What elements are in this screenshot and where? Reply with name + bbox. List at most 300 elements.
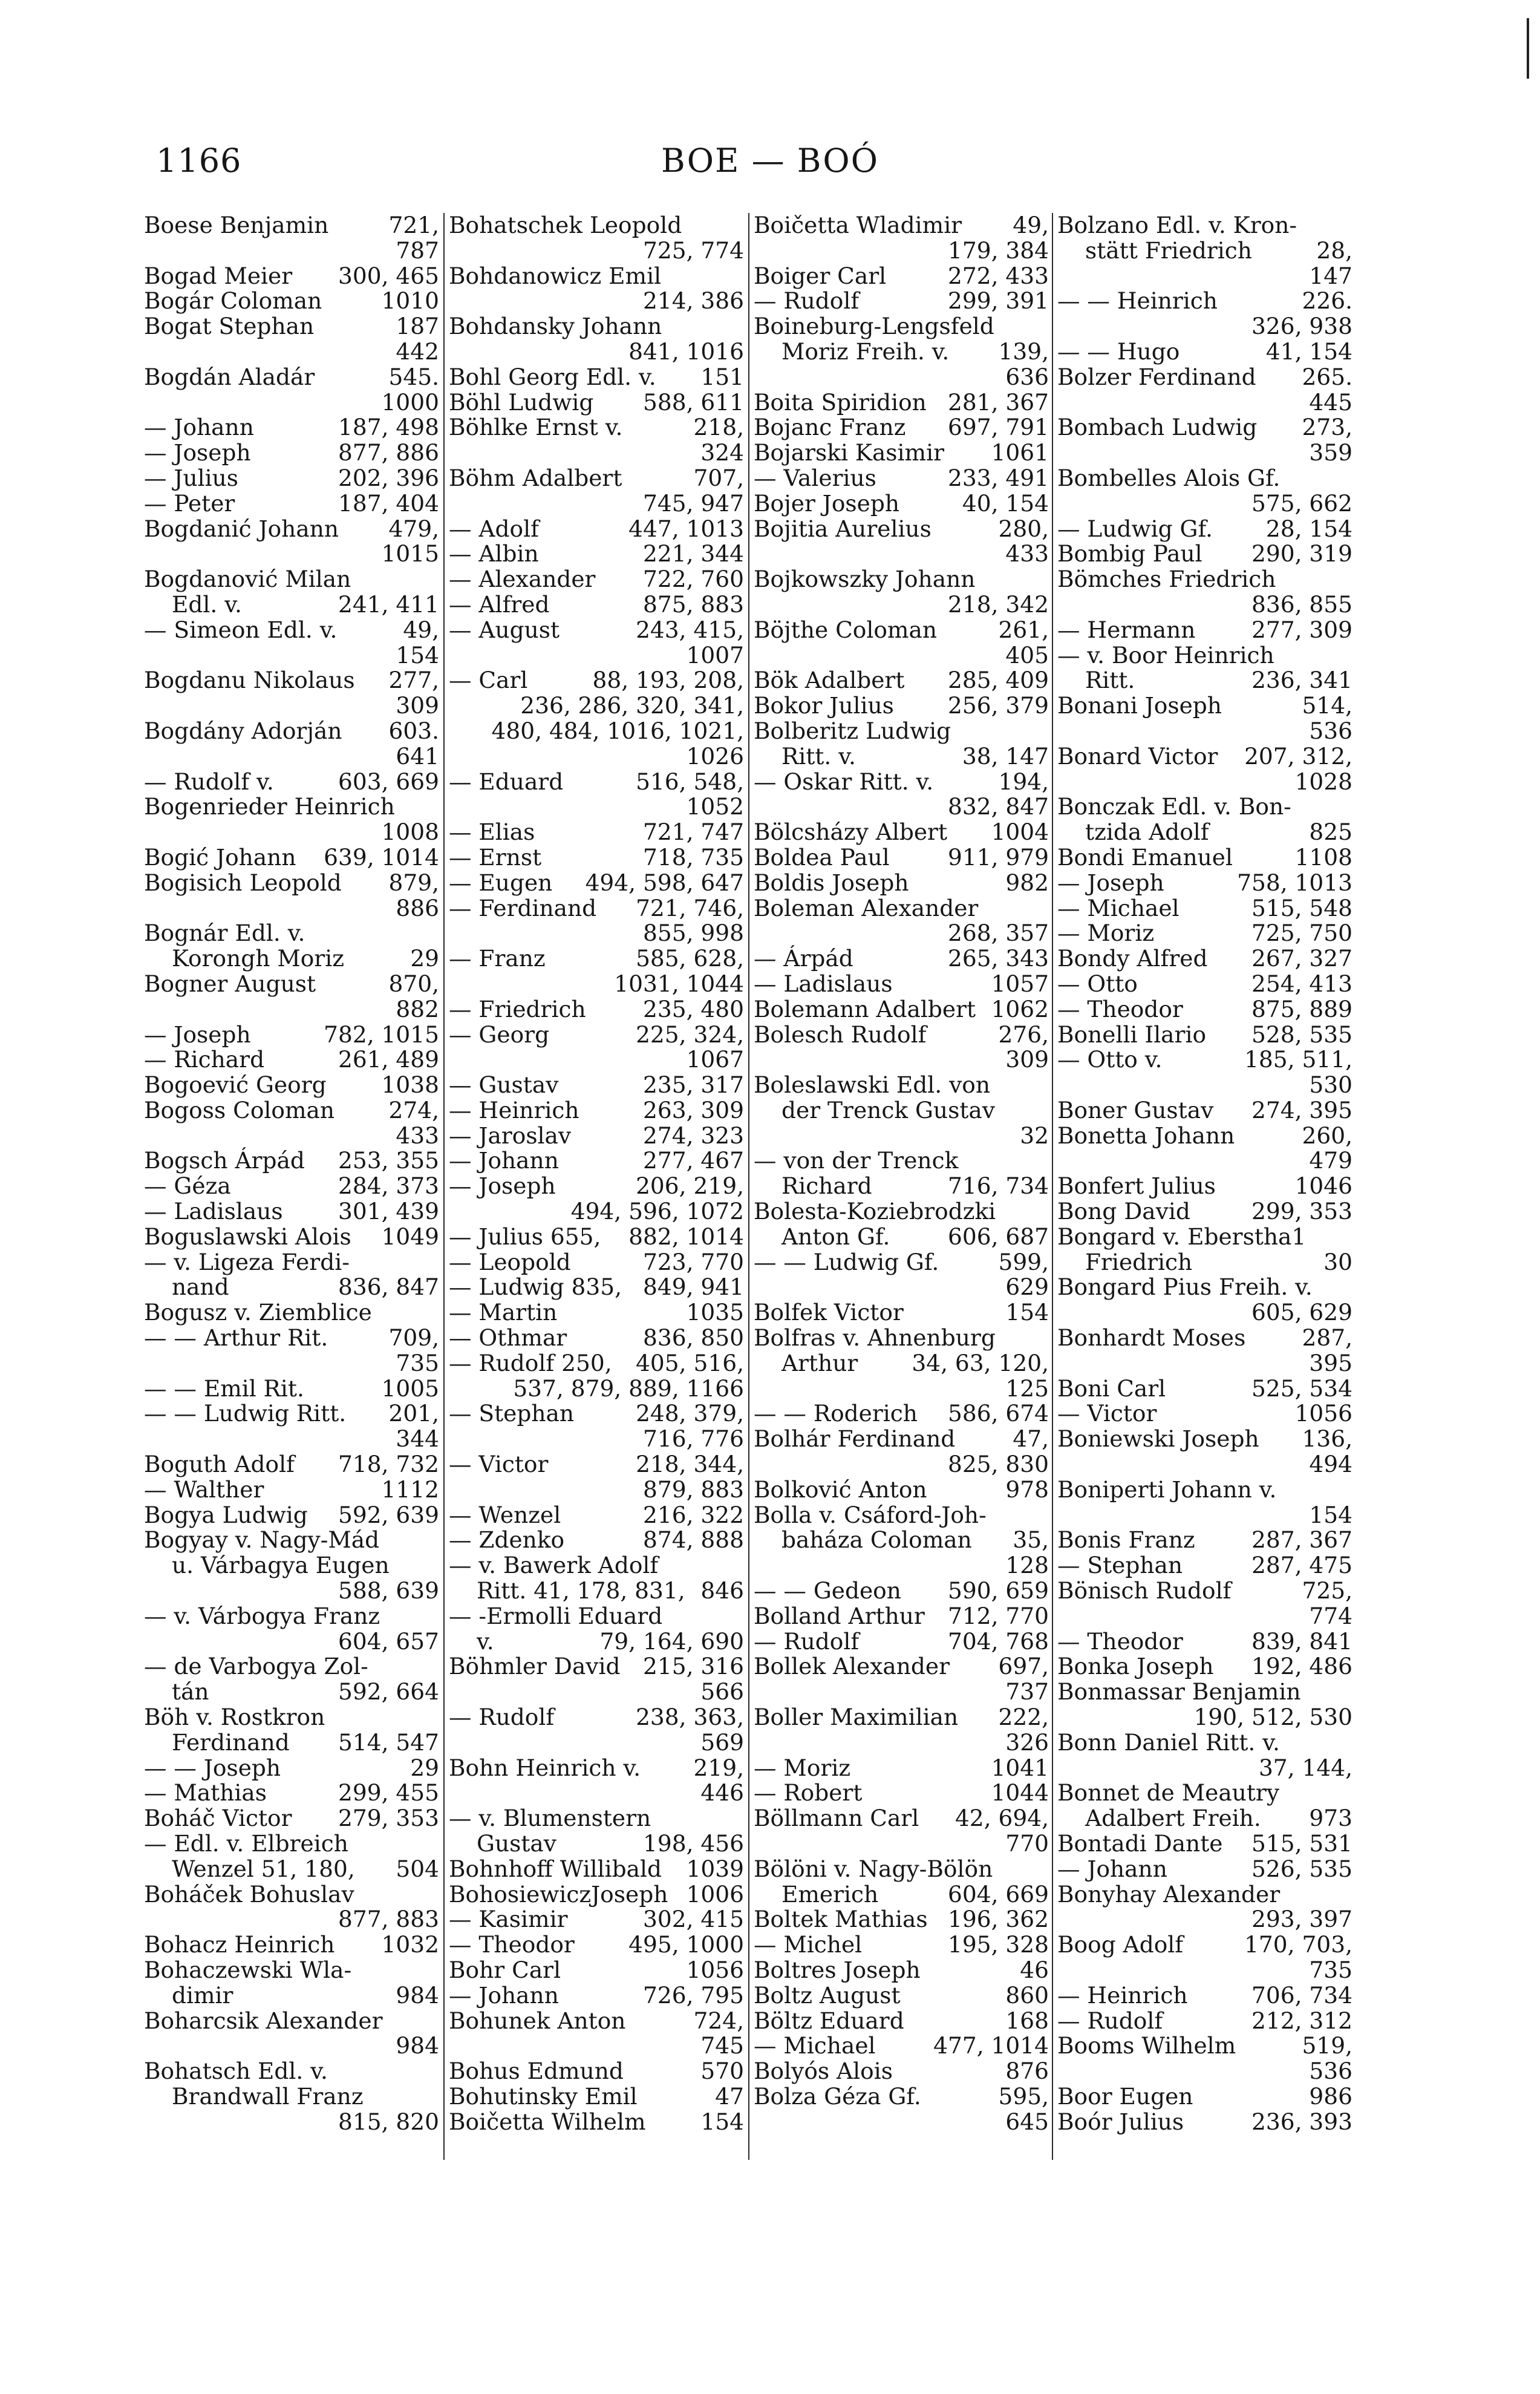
entry-page-refs: 569: [700, 1728, 744, 1756]
entry-name: Bohnhoff Willibald: [449, 1855, 662, 1882]
entry-name: — Valerius: [754, 464, 876, 491]
entry-name: — v. Blumenstern: [449, 1805, 651, 1832]
entry-name: Böhm Adalbert: [449, 464, 622, 491]
entry-page-refs: 236, 286, 320, 341,: [520, 692, 744, 719]
entry-page-refs: 212, 312: [1251, 2007, 1352, 2034]
index-entry: [144, 2059, 439, 2084]
entry-page-refs: 716, 776: [643, 1425, 744, 1453]
entry-page-refs: 147: [1309, 262, 1352, 289]
entry-name: Boleman Alexander: [754, 894, 979, 921]
entry-page-refs: 530: [1309, 1071, 1352, 1099]
entry-name: — Michael: [1057, 894, 1179, 921]
entry-page-refs: 302, 415: [643, 1906, 744, 1933]
entry-name: stätt Friedrich: [1085, 237, 1252, 264]
index-entry: [144, 289, 439, 314]
index-entry-continuation: [449, 794, 744, 820]
index-entry: [1057, 618, 1352, 643]
entry-name: Böjthe Coloman: [754, 616, 938, 643]
entry-name: Bohus Edmund: [449, 2058, 624, 2085]
index-entry-continuation: [754, 1452, 1049, 1477]
entry-page-refs: 28, 154: [1265, 515, 1352, 542]
index-entry-continuation: [449, 744, 744, 770]
entry-name: Boháček Bohuslav: [144, 1880, 354, 1908]
index-entry: [144, 1958, 439, 1983]
entry-name: Bogisich Leopold: [144, 869, 342, 896]
entry-name: Bonhardt Moses: [1057, 1324, 1246, 1352]
entry-name: Boguth Adolf: [144, 1451, 295, 1478]
index-entry: [144, 1250, 439, 1275]
index-entry-continuation: [144, 1907, 439, 1932]
entry-name: Boháč Victor: [144, 1805, 292, 1832]
entry-page-refs: 588, 611: [643, 388, 744, 416]
index-entry: [144, 719, 439, 744]
entry-page-refs: 599,: [998, 1248, 1049, 1275]
entry-page-refs: 277,: [388, 667, 439, 694]
entry-page-refs: 588, 639: [338, 1577, 439, 1604]
entry-name: Bogenrieder Heinrich: [144, 793, 395, 820]
index-entry-continuation: [1057, 1148, 1352, 1174]
entry-name: Gustav: [477, 1830, 556, 1857]
index-entry: [1057, 1654, 1352, 1679]
entry-page-refs: 525, 534: [1251, 1375, 1352, 1402]
index-entry: [1057, 972, 1352, 997]
index-entry: [144, 1857, 439, 1882]
entry-name: Böhmler David: [449, 1653, 621, 1680]
entry-page-refs: 201,: [388, 1400, 439, 1427]
index-entry: [1057, 1022, 1352, 1048]
index-entry: [754, 1427, 1049, 1452]
entry-name: — Julius 655,: [449, 1223, 601, 1250]
entry-name: dimir: [172, 1981, 233, 2009]
index-entry: [144, 1654, 439, 1679]
entry-page-refs: 984: [396, 1981, 439, 2009]
entry-page-refs: 34, 63, 120,: [912, 1349, 1049, 1376]
index-entry: [144, 1679, 439, 1705]
entry-name: Bojarski Kasimir: [754, 439, 945, 466]
index-entry: [1057, 289, 1352, 314]
entry-name: Anton Gf.: [781, 1223, 890, 1250]
entry-page-refs: 1032: [381, 1931, 439, 1958]
index-entry-continuation: [754, 643, 1049, 669]
index-entry: [1057, 1174, 1352, 1199]
index-entry: [754, 415, 1049, 440]
entry-page-refs: 185, 511,: [1244, 1046, 1352, 1073]
index-entry: [144, 567, 439, 592]
index-entry-continuation: [1057, 440, 1352, 466]
index-entry: [449, 1123, 744, 1149]
index-entry-continuation: [144, 820, 439, 845]
entry-page-refs: 256, 379: [948, 692, 1049, 719]
entry-page-refs: 299, 391: [948, 287, 1049, 315]
entry-name: Boldea Paul: [754, 843, 890, 871]
entry-name: — Albin: [449, 540, 539, 567]
entry-page-refs: 300, 465: [338, 262, 439, 289]
entry-page-refs: 41, 154: [1265, 338, 1352, 365]
entry-page-refs: 446: [700, 1779, 744, 1807]
entry-page-refs: 536: [1309, 717, 1352, 744]
entry-name: Ferdinand: [172, 1728, 290, 1756]
entry-name: Ritt. 41, 178, 831,: [477, 1577, 685, 1604]
entry-page-refs: 202, 396: [338, 464, 439, 491]
index-entry: [144, 871, 439, 896]
entry-name: — Ludwig 835,: [449, 1274, 622, 1301]
index-entry: [144, 365, 439, 390]
entry-page-refs: 29: [410, 1754, 439, 1781]
entry-page-refs: 704, 768: [948, 1627, 1049, 1655]
entry-name: — Otto: [1057, 970, 1138, 997]
entry-page-refs: 225, 324,: [636, 1021, 744, 1048]
entry-page-refs: 526, 535: [1251, 1855, 1352, 1882]
index-entry: [1057, 1326, 1352, 1351]
entry-page-refs: 293, 397: [1251, 1906, 1352, 1933]
entry-name: — Rudolf 250,: [449, 1349, 612, 1376]
entry-page-refs: 154: [396, 641, 439, 669]
entry-page-refs: 726, 795: [643, 1981, 744, 2009]
index-entry: [1057, 1629, 1352, 1655]
index-entry: [1057, 794, 1352, 820]
index-entry: [754, 1932, 1049, 1958]
entry-page-refs: 326: [1005, 1728, 1049, 1756]
entry-page-refs: 1057: [991, 970, 1049, 997]
entry-name: — Othmar: [449, 1324, 567, 1352]
index-entry: [449, 592, 744, 618]
index-entry: [449, 1401, 744, 1427]
entry-page-refs: 825: [1309, 819, 1352, 846]
entry-name: — Zdenko: [449, 1526, 565, 1554]
entry-page-refs: 718, 735: [643, 843, 744, 871]
index-entry: [1057, 744, 1352, 770]
index-entry: [754, 770, 1049, 795]
entry-page-refs: 592, 664: [338, 1678, 439, 1706]
entry-name: Bombig Paul: [1057, 540, 1202, 567]
index-entry: [449, 1857, 744, 1882]
entry-page-refs: 139,: [998, 338, 1049, 365]
index-entry: [1057, 1528, 1352, 1553]
entry-page-refs: 716, 734: [948, 1172, 1049, 1200]
index-entry: [449, 466, 744, 491]
entry-page-refs: 479,: [388, 515, 439, 542]
entry-page-refs: 268, 357: [948, 920, 1049, 947]
index-entry: [754, 1629, 1049, 1655]
entry-name: — August: [449, 616, 560, 643]
entry-name: Bogdanić Johann: [144, 515, 339, 542]
entry-page-refs: 494: [1309, 1451, 1352, 1478]
entry-page-refs: 195, 328: [948, 1931, 1049, 1958]
index-entry-continuation: [449, 1679, 744, 1705]
entry-page-refs: 737: [1005, 1678, 1049, 1706]
index-entry-continuation: [449, 972, 744, 997]
index-entry: [1057, 946, 1352, 972]
entry-name: — Carl: [449, 667, 528, 694]
index-entry: [1057, 1679, 1352, 1705]
entry-name: Bogoević Georg: [144, 1071, 327, 1099]
index-entry-continuation: [144, 643, 439, 669]
index-entry: [754, 390, 1049, 416]
index-entry-continuation: [449, 339, 744, 365]
index-entry: [1057, 1199, 1352, 1225]
index-entry: [144, 845, 439, 871]
index-entry: [754, 339, 1049, 365]
index-entry: [449, 2059, 744, 2084]
entry-name: Bohunek Anton: [449, 2007, 626, 2034]
entry-name: Moriz Freih. v.: [781, 338, 950, 365]
index-entry: [754, 1983, 1049, 2009]
entry-page-refs: 267, 327: [1251, 945, 1352, 972]
entry-name: — Alfred: [449, 590, 550, 618]
index-entry: [449, 541, 744, 567]
index-entry: [449, 314, 744, 339]
entry-page-refs: 836, 850: [643, 1324, 744, 1352]
index-entry: [754, 2009, 1049, 2034]
index-entry: [144, 213, 439, 238]
index-entry: [449, 415, 744, 440]
entry-name: — Ferdinand: [449, 894, 597, 921]
index-entry: [144, 1553, 439, 1578]
index-entry: [144, 1022, 439, 1048]
entry-page-refs: 1005: [381, 1375, 439, 1402]
entry-page-refs: 49,: [403, 616, 439, 643]
entry-page-refs: 261,: [998, 616, 1049, 643]
entry-page-refs: 170, 703,: [1244, 1931, 1352, 1958]
entry-name: Edl. v.: [172, 590, 242, 618]
entry-name: — Georg: [449, 1021, 550, 1048]
entry-page-refs: 479: [1309, 1147, 1352, 1174]
entry-name: Bogdány Adorján: [144, 717, 342, 744]
entry-page-refs: 344: [396, 1425, 439, 1453]
index-entry: [754, 1756, 1049, 1781]
entry-name: Bognár Edl. v.: [144, 920, 305, 947]
index-entry: [144, 618, 439, 643]
entry-name: BohosiewiczJoseph: [449, 1880, 668, 1908]
entry-page-refs: 876: [1005, 2058, 1049, 2085]
index-entry: [754, 2059, 1049, 2084]
index-entry: [1057, 693, 1352, 719]
index-entry-continuation: [144, 541, 439, 567]
entry-name: — — Ludwig Ritt.: [144, 1400, 347, 1427]
entry-name: u. Várbagya Eugen: [172, 1552, 390, 1579]
entry-page-refs: 1061: [991, 439, 1049, 466]
index-entry: [449, 770, 744, 795]
entry-page-refs: 281, 367: [948, 388, 1049, 416]
entry-page-refs: 832, 847: [948, 793, 1049, 820]
entry-name: Bölöni v. Nagy-Bölön: [754, 1855, 993, 1882]
entry-page-refs: 641: [396, 742, 439, 770]
entry-name: Bokor Julius: [754, 692, 894, 719]
entry-name: — — Emil Rit.: [144, 1375, 304, 1402]
index-entry: [754, 1654, 1049, 1679]
index-entry: [144, 1705, 439, 1730]
entry-page-refs: 243, 415,: [636, 616, 744, 643]
index-entry: [449, 1073, 744, 1098]
entry-page-refs: 986: [1309, 2082, 1352, 2110]
column-divider: [748, 213, 749, 2160]
index-entry: [449, 1983, 744, 2009]
entry-page-refs: 274, 323: [643, 1122, 744, 1149]
entry-name: — — Arthur Rit.: [144, 1324, 328, 1352]
entry-name: Boiger Carl: [754, 262, 887, 289]
index-entry: [1057, 1477, 1352, 1503]
index-entry-continuation: [1057, 719, 1352, 744]
entry-name: — Joseph: [144, 1021, 251, 1048]
index-entry-continuation: [754, 1275, 1049, 1300]
entry-page-refs: 770: [1005, 1830, 1049, 1857]
entry-page-refs: 712, 770: [948, 1602, 1049, 1629]
entry-page-refs: 37, 144,: [1258, 1754, 1352, 1781]
entry-page-refs: 604, 657: [338, 1627, 439, 1655]
index-entry: [144, 491, 439, 517]
index-entry: [144, 1882, 439, 1908]
index-entry-continuation: [144, 997, 439, 1022]
entry-name: — Martin: [449, 1299, 558, 1326]
entry-page-refs: 179, 384: [948, 237, 1049, 264]
index-entry-continuation: [449, 1427, 744, 1452]
entry-name: — Moriz: [1057, 920, 1155, 947]
entry-page-refs: 273,: [1302, 414, 1352, 441]
entry-name: Bolland Arthur: [754, 1602, 925, 1629]
entry-name: — -Ermolli Eduard: [449, 1602, 663, 1629]
entry-name: Boni Carl: [1057, 1375, 1166, 1402]
entry-page-refs: 537, 879, 889, 1166: [513, 1375, 744, 1402]
entry-page-refs: 1052: [686, 793, 744, 820]
entry-name: Bolzer Ferdinand: [1057, 363, 1256, 390]
entry-page-refs: 603, 669: [338, 768, 439, 795]
index-entry: [754, 1907, 1049, 1932]
index-entry: [144, 1326, 439, 1351]
entry-page-refs: 735: [396, 1349, 439, 1376]
entry-name: Ritt.: [1085, 667, 1135, 694]
index-entry: [1057, 2110, 1352, 2135]
entry-name: Bondy Alfred: [1057, 945, 1208, 972]
entry-page-refs: 136,: [1302, 1425, 1352, 1453]
entry-page-refs: 882, 1014: [628, 1223, 744, 1250]
index-entry: [1057, 1376, 1352, 1402]
entry-page-refs: 982: [1005, 869, 1049, 896]
entry-page-refs: 214, 386: [643, 287, 744, 315]
entry-page-refs: 154: [700, 2108, 744, 2135]
index-entry: [449, 1604, 744, 1629]
entry-page-refs: 595,: [998, 2082, 1049, 2110]
entry-page-refs: 49,: [1013, 213, 1049, 238]
entry-page-refs: 260,: [1302, 1122, 1352, 1149]
index-entry: [144, 668, 439, 693]
entry-page-refs: 874, 888: [643, 1526, 744, 1554]
entry-page-refs: 722, 760: [643, 566, 744, 593]
entry-name: — Elias: [449, 819, 535, 846]
index-entry: [1057, 1983, 1352, 2009]
entry-name: Bogner August: [144, 970, 316, 997]
entry-name: Emerich: [781, 1880, 879, 1908]
index-entry-continuation: [449, 643, 744, 669]
entry-name: Boltz August: [754, 1981, 901, 2009]
entry-page-refs: 1026: [686, 742, 744, 770]
entry-page-refs: 1049: [381, 1223, 439, 1250]
entry-page-refs: 1038: [381, 1071, 439, 1099]
entry-name: — Rudolf: [754, 287, 860, 315]
index-entry: [144, 1831, 439, 1857]
index-entry-continuation: [144, 1351, 439, 1376]
index-entry-continuation: [449, 1477, 744, 1503]
entry-page-refs: 221, 344: [643, 540, 744, 567]
index-entry: [144, 794, 439, 820]
index-entry: [449, 1452, 744, 1477]
entry-page-refs: 28,: [1316, 237, 1352, 264]
index-entry: [754, 1300, 1049, 1326]
entry-name: Bohutinsky Emil: [449, 2082, 638, 2110]
entry-page-refs: 79, 164, 690: [599, 1627, 744, 1655]
entry-name: — Johann: [449, 1147, 559, 1174]
entry-page-refs: 1010: [381, 287, 439, 315]
entry-name: Bölcsházy Albert: [754, 819, 948, 846]
entry-name: Bogat Stephan: [144, 313, 315, 340]
entry-name: — v. Boor Heinrich: [1057, 641, 1274, 669]
entry-name: Bojanc Franz: [754, 414, 906, 441]
index-entry: [754, 1604, 1049, 1629]
index-entry: [754, 314, 1049, 339]
entry-name: Bonetta Johann: [1057, 1122, 1235, 1149]
index-entry: [754, 845, 1049, 871]
entry-page-refs: 735: [1309, 1956, 1352, 1983]
entry-page-refs: 198, 456: [643, 1830, 744, 1857]
entry-page-refs: 875, 883: [643, 590, 744, 618]
entry-page-refs: 405: [1005, 641, 1049, 669]
entry-page-refs: 236, 341: [1251, 667, 1352, 694]
index-entry-continuation: [144, 2110, 439, 2135]
entry-page-refs: 745: [700, 2032, 744, 2059]
index-entry: [144, 1730, 439, 1756]
entry-name: Boog Adolf: [1057, 1931, 1184, 1958]
index-entry: [449, 1300, 744, 1326]
entry-page-refs: 495, 1000: [628, 1931, 744, 1958]
entry-name: Boltek Mathias: [754, 1906, 928, 1933]
entry-name: Boguslawski Alois: [144, 1223, 351, 1250]
entry-page-refs: 206, 219,: [636, 1172, 744, 1200]
entry-page-refs: 290, 319: [1251, 540, 1352, 567]
index-entry-continuation: [1057, 1300, 1352, 1326]
entry-name: Boičetta Wladimir: [754, 213, 962, 238]
index-entry: [1057, 1578, 1352, 1604]
index-entry: [144, 1073, 439, 1098]
entry-page-refs: 725, 750: [1251, 920, 1352, 947]
index-entry: [144, 1174, 439, 1199]
column-divider: [443, 213, 445, 2160]
entry-page-refs: 725, 774: [643, 237, 744, 264]
entry-name: Bolesch Rudolf: [754, 1021, 927, 1048]
entry-name: — Michael: [754, 2032, 876, 2059]
entry-name: Boniperti Johann v.: [1057, 1476, 1277, 1503]
entry-page-refs: 1035: [686, 1299, 744, 1326]
entry-page-refs: 405, 516,: [636, 1349, 744, 1376]
entry-page-refs: 629: [1005, 1274, 1049, 1301]
index-entry: [144, 770, 439, 795]
index-entry: [754, 440, 1049, 466]
index-entry: [754, 896, 1049, 921]
entry-name: Bolza Géza Gf.: [754, 2082, 921, 2110]
index-entry: [449, 618, 744, 643]
index-entry-continuation: [144, 339, 439, 365]
index-entry: [449, 1882, 744, 1908]
index-entry-continuation: [1057, 1073, 1352, 1098]
entry-name: Boltres Joseph: [754, 1956, 921, 1983]
index-entry-continuation: [754, 238, 1049, 264]
entry-name: — de Varbogya Zol-: [144, 1653, 368, 1680]
entry-page-refs: 215, 316: [643, 1653, 744, 1680]
column-divider: [1052, 213, 1053, 2160]
entry-page-refs: 709,: [388, 1324, 439, 1352]
index-entry: [1057, 997, 1352, 1022]
entry-name: — Edl. v. Elbreich: [144, 1830, 348, 1857]
index-entry: [144, 1983, 439, 2009]
entry-page-refs: 724,: [693, 2007, 744, 2034]
